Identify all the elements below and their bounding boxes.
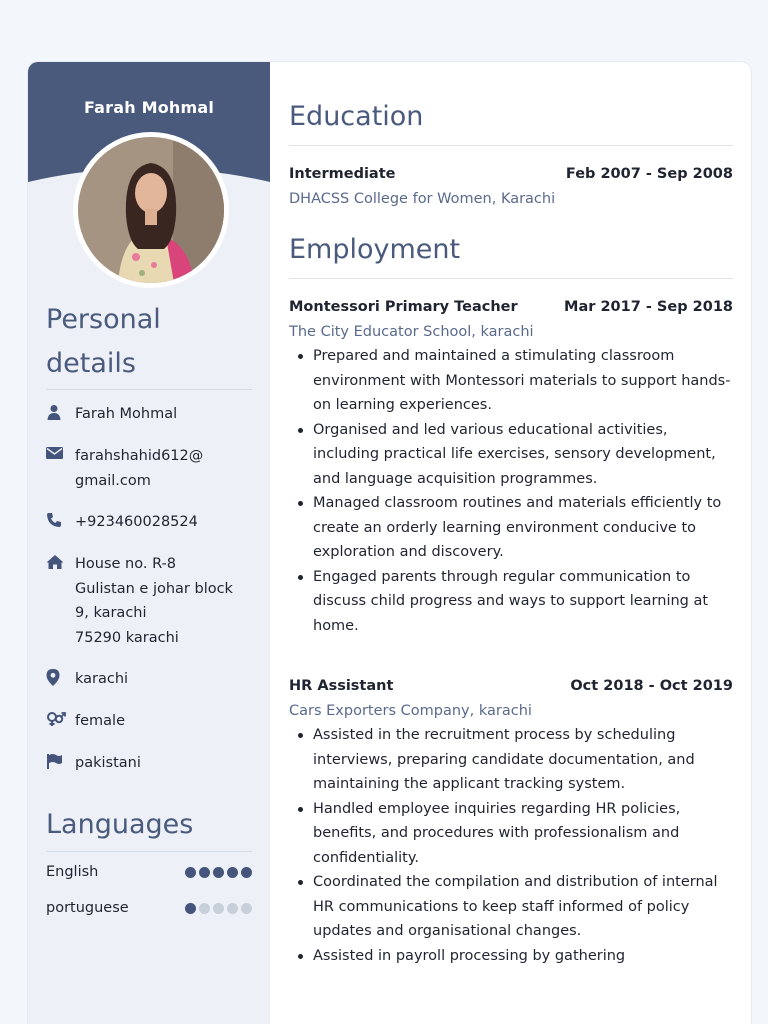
list-item: Managed classroom routines and materials efficiently to create an orderly learning environment conducive to exploration and discovery.: [289, 491, 733, 565]
list-item: Assisted in payroll processing by gathering: [289, 944, 733, 969]
job-bullets: [289, 344, 733, 638]
education-dates: Feb 2007 - Sep 2008: [565, 166, 733, 182]
level-dot-filled: [213, 867, 224, 878]
language-name: portuguese: [46, 900, 129, 916]
home-icon: [46, 552, 75, 650]
list-item: Engaged parents through regular communication to discuss child progress and ways to support learning at home.: [289, 565, 733, 639]
education-entry-header: [289, 162, 733, 186]
level-dot-filled: [227, 867, 238, 878]
list-item: Coordinated the compilation and distribution of internal HR communications to keep staff informed of policy updates and organisational changes.: [289, 870, 733, 944]
detail-gender: female: [46, 709, 256, 734]
level-dot-filled: [185, 867, 196, 878]
languages-divider: [46, 851, 252, 852]
envelope-icon: [46, 444, 75, 493]
detail-nationality: pakistani: [46, 751, 256, 776]
employment-divider: [289, 278, 733, 279]
language-level: [185, 903, 252, 914]
phone-icon: [46, 510, 75, 535]
detail-city: karachi: [46, 667, 256, 692]
language-name: English: [46, 864, 99, 880]
level-dot-empty: [213, 903, 224, 914]
level-dot-filled: [199, 867, 210, 878]
detail-name: Farah Mohmal: [46, 402, 256, 427]
school-name: DHACSS College for Women, Karachi: [289, 191, 556, 207]
language-row: [46, 900, 252, 916]
profile-photo: [73, 132, 229, 288]
job-header: [289, 674, 733, 698]
level-dot-empty: [199, 903, 210, 914]
education-divider: [289, 145, 733, 146]
company-name: Cars Exporters Company, karachi: [289, 703, 532, 719]
education-title: Education: [289, 101, 424, 132]
sidebar: [28, 62, 270, 1024]
map-pin-icon: [46, 667, 75, 692]
job-header: [289, 295, 733, 319]
level-dot-filled: [241, 867, 252, 878]
list-item: Prepared and maintained a stimulating classroom environment with Montessori materials to support hands-on learning experiences.: [289, 344, 733, 418]
personal-details-divider: [46, 389, 252, 390]
list-item: Assisted in the recruitment process by scheduling interviews, preparing candidate documentation, and maintaining the applicant tracking system.: [289, 723, 733, 797]
gender-icon: [46, 709, 75, 734]
company-name: The City Educator School, karachi: [289, 324, 534, 340]
portrait-image: [78, 137, 224, 283]
flag-icon: [46, 751, 75, 776]
detail-email: farahshahid612@ gmail.com: [46, 444, 256, 493]
profile-name: Farah Mohmal: [83, 98, 215, 117]
list-item: Organised and led various educational activities, including practical life exercises, sensory development, and language acquisition programmes.: [289, 418, 733, 492]
degree: Intermediate: [289, 166, 396, 182]
detail-phone: +923460028524: [46, 510, 256, 535]
job-bullets: [289, 723, 733, 968]
employment-title: Employment: [289, 234, 461, 265]
language-row: [46, 864, 252, 880]
job-title: Montessori Primary Teacher: [289, 299, 518, 315]
language-level: [185, 867, 252, 878]
level-dot-empty: [241, 903, 252, 914]
list-item: Handled employee inquiries regarding HR policies, benefits, and procedures with professionalism and confidentiality.: [289, 797, 733, 871]
job-dates: Mar 2017 - Sep 2018: [564, 299, 733, 315]
person-icon: [46, 402, 75, 427]
detail-address: House no. R-8 Gulistan e johar block 9, karachi 75290 karachi: [46, 552, 256, 650]
level-dot-empty: [227, 903, 238, 914]
level-dot-filled: [185, 903, 196, 914]
job-title: HR Assistant: [289, 678, 394, 694]
job-dates: Oct 2018 - Oct 2019: [570, 678, 733, 694]
languages-title: Languages: [46, 809, 194, 840]
resume-page: [28, 62, 751, 1024]
personal-details-title: Personal details: [46, 304, 161, 379]
